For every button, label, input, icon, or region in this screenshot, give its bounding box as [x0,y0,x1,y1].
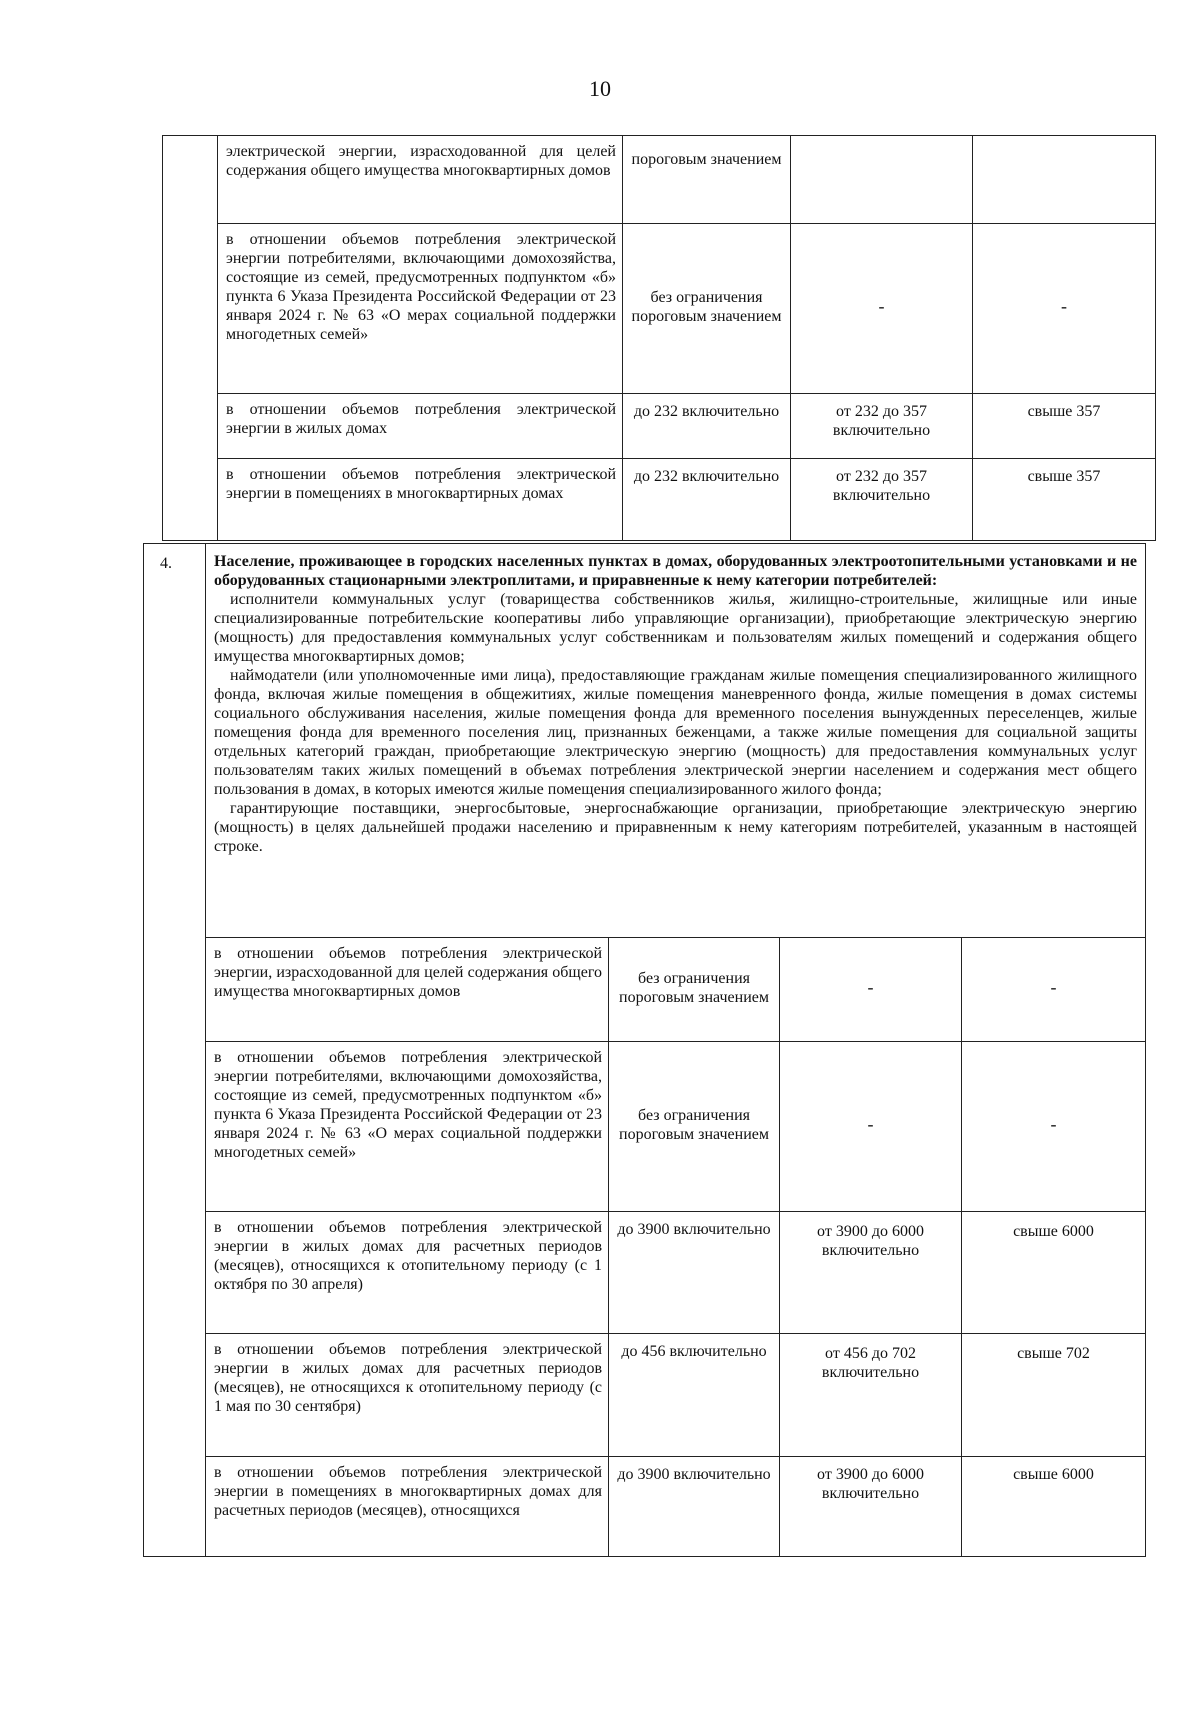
page-number: 10 [589,76,611,101]
upper-threshold-cell [973,224,1156,394]
row-description: в отношении объемов потребления электрической энергии в помещениях в многоквартирных домах для расчетных периодов (месяцев), относящихся [206,1457,609,1557]
lower-threshold-cell: пороговым значением [623,136,791,224]
section-header-row [144,544,1146,938]
section-heading: Население, проживающее в городских населенных пунктах в домах, оборудованных электроотопительными установками и не оборудованных стационарными электроплитами, и приравненные к нему категории потребителей: [214,553,1137,589]
section-number: 4. [144,544,206,1557]
dash-mark: - [867,1114,874,1134]
dash-mark: - [1050,1114,1057,1134]
lower-threshold-cell: до 456 включительно [609,1334,780,1457]
section-paragraph: исполнители коммунальных услуг (товарищества собственников жилья, жилищно-строительные, жилищные или иные специализированные потребительские кооперативы либо управляющие организации), приобретающие электрическую энергию (мощность) для предоставления коммунальных услуг собственникам и пользователям жилых помещений и содержания общего имущества многоквартирных домов; [214,591,1137,665]
lower-threshold-cell: без ограничения пороговым значением [623,224,791,394]
table-row [144,1042,1146,1212]
table-row [163,394,1156,459]
row-description: в отношении объемов потребления электрической энергии в жилых домах для расчетных периодов (месяцев), относящихся к отопительному периоду (с 1 октября по 30 апреля) [206,1212,609,1334]
dash-mark: - [1050,977,1057,997]
upper-threshold-cell: свыше 6000 [962,1457,1146,1557]
middle-range-cell [780,938,962,1042]
table-row [163,459,1156,541]
middle-range-cell: от 3900 до 6000 включительно [780,1212,962,1334]
upper-threshold-cell [973,136,1156,224]
row-description: в отношении объемов потребления электрической энергии в жилых домах [218,394,623,459]
row-description: в отношении объемов потребления электрической энергии, израсходованной для целей содержания общего имущества многоквартирных домов [206,938,609,1042]
row-description: в отношении объемов потребления электрической энергии потребителями, включающими домохозяйства, состоящие из семей, предусмотренных подпунктом «б» пункта 6 Указа Президента Российской Федерации от 23 января 2024 г. № 63 «О мерах социальной поддержки многодетных семей» [206,1042,609,1212]
row-description: в отношении объемов потребления электрической энергии в жилых домах для расчетных периодов (месяцев), не относящихся к отопительному периоду (с 1 мая по 30 сентября) [206,1334,609,1457]
row-description: в отношении объемов потребления электрической энергии в помещениях в многоквартирных домах [218,459,623,541]
dash-mark: - [1061,296,1067,316]
lower-threshold-cell: без ограничения пороговым значением [609,938,780,1042]
table-row [144,938,1146,1042]
row-number-cell [163,136,218,541]
upper-threshold-cell [962,1042,1146,1212]
row-description: в отношении объемов потребления электрической энергии потребителями, включающими домохозяйства, состоящие из семей, предусмотренных подпунктом «б» пункта 6 Указа Президента Российской Федерации от 23 января 2024 г. № 63 «О мерах социальной поддержки многодетных семей» [218,224,623,394]
section-description [206,544,1146,938]
dash-mark: - [878,296,885,316]
table-row [163,224,1156,394]
table-row [144,1212,1146,1334]
upper-threshold-cell: свыше 357 [973,459,1156,541]
middle-range-cell: от 232 до 357 включительно [791,394,973,459]
section-paragraph: гарантирующие поставщики, энергосбытовые, энергоснабжающие организации, приобретающие электрическую энергию (мощность) в целях дальнейшей продажи населению и приравненным к нему категориям потребителей, указанным в настоящей строке. [214,800,1137,855]
lower-threshold-cell: до 232 включительно [623,394,791,459]
lower-threshold-cell: до 3900 включительно [609,1212,780,1334]
tariff-table-section-4 [143,543,1146,1557]
tariff-table-prev-section [162,135,1156,541]
row-description: электрической энергии, израсходованной для целей содержания общего имущества многоквартирных домов [218,136,623,224]
upper-threshold-cell: свыше 6000 [962,1212,1146,1334]
table-row [144,1334,1146,1457]
upper-threshold-cell: свыше 702 [962,1334,1146,1457]
lower-threshold-cell: без ограничения пороговым значением [609,1042,780,1212]
middle-range-cell: от 232 до 357 включительно [791,459,973,541]
upper-threshold-cell [962,938,1146,1042]
table-row [163,136,1156,224]
table-row [144,1457,1146,1557]
middle-range-cell [780,1042,962,1212]
middle-range-cell [791,224,973,394]
upper-threshold-cell: свыше 357 [973,394,1156,459]
lower-threshold-cell: до 3900 включительно [609,1457,780,1557]
section-paragraph: наймодатели (или уполномоченные ими лица), предоставляющие гражданам жилые помещения специализированного жилищного фонда, включая жилые помещения в общежитиях, жилые помещения маневренного фонда, жилые помещения в домах системы социального обслуживания населения, жилые помещения фонда для временного поселения вынужденных переселенцев, жилые помещения фонда для временного поселения лиц, признанных беженцами, а также жилые помещения для социальной защиты отдельных категорий граждан, приобретающие электрическую энергию (мощность) для предоставления коммунальных услуг пользователям таких жилых помещений в объемах потребления электрической энергии населением и содержания мест общего пользования в домах, в которых имеются жилые помещения специализированного жилого фонда; [214,667,1137,798]
dash-mark: - [867,977,874,997]
middle-range-cell [791,136,973,224]
middle-range-cell: от 456 до 702 включительно [780,1334,962,1457]
lower-threshold-cell: до 232 включительно [623,459,791,541]
middle-range-cell: от 3900 до 6000 включительно [780,1457,962,1557]
